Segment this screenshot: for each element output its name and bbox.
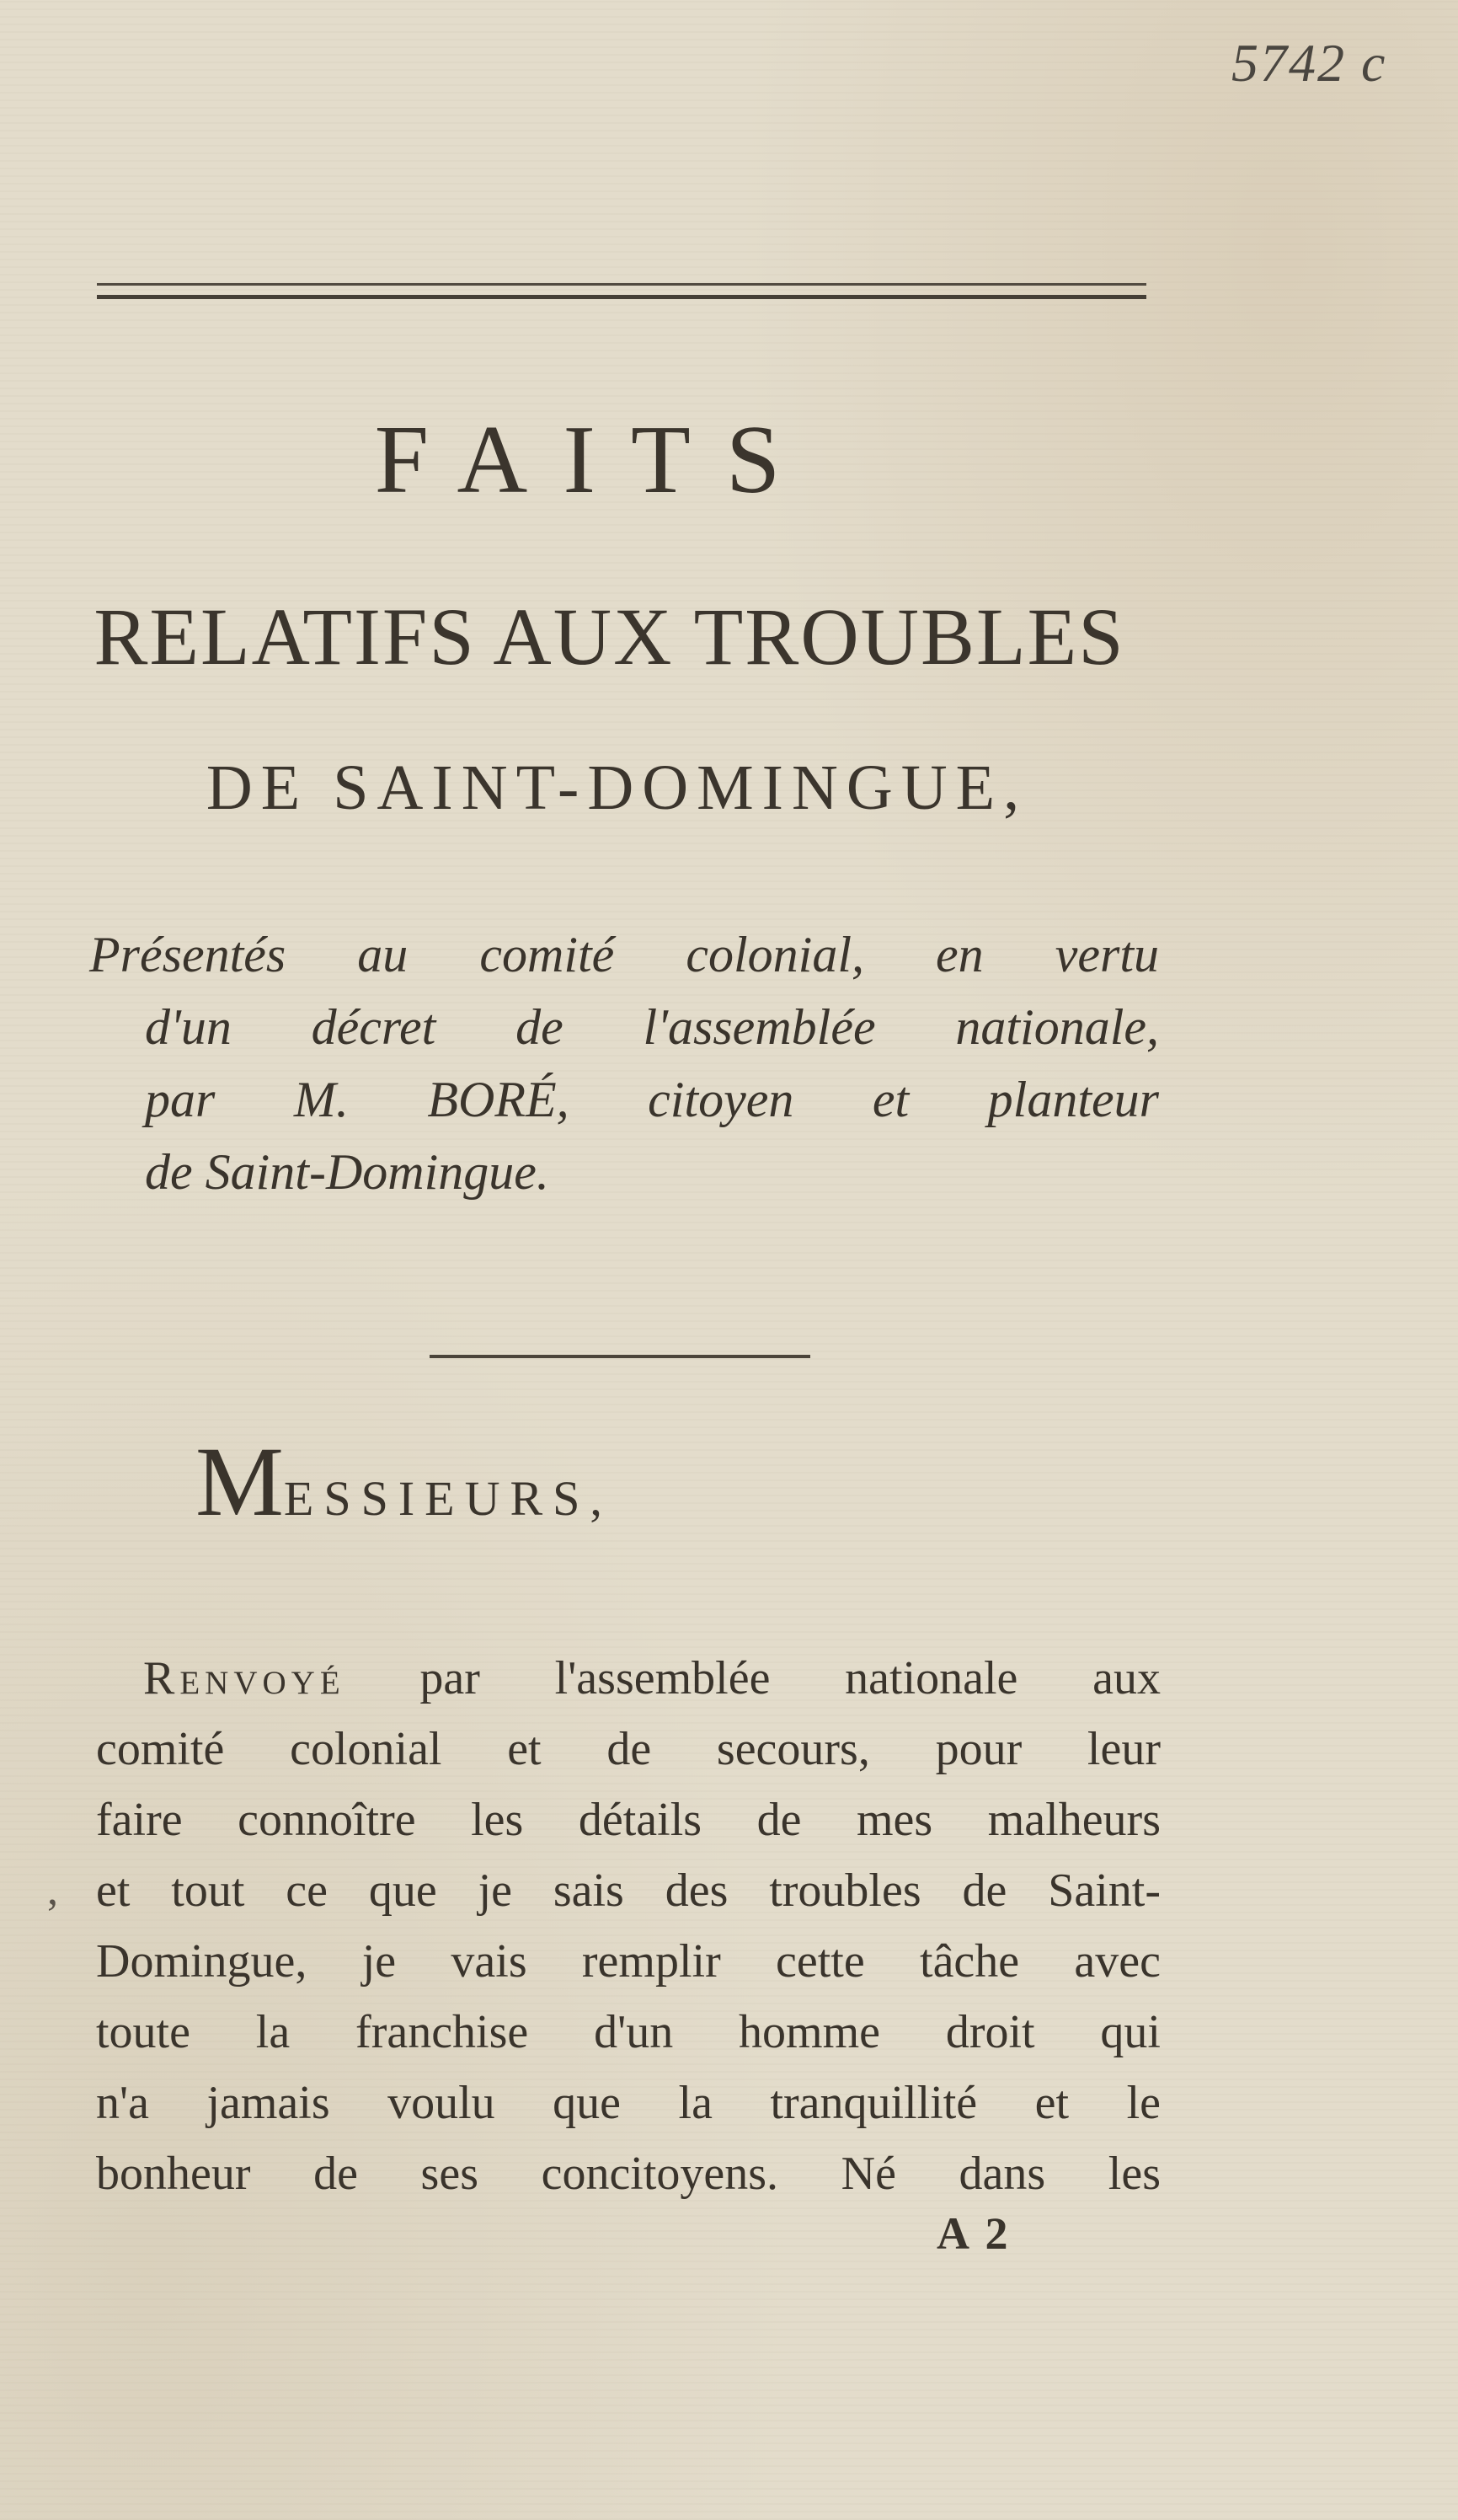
salutation — [195, 1426, 612, 1537]
body-line: Domingue, je vais remplir cette tâche avec — [96, 1935, 1161, 1988]
title-location: DE SAINT-DOMINGUE, — [206, 752, 1028, 823]
shelfmark-annotation: 5742 c — [1231, 33, 1387, 93]
lead-word: Renvoyé — [143, 1652, 345, 1704]
subtitle-line: Présentés au comité colonial, en vertu — [89, 927, 1159, 982]
body-line: toute la franchise d'un homme droit qui — [96, 2006, 1161, 2058]
rule-thick-line — [97, 295, 1146, 299]
body-line: bonheur de ses concitoyens. Né dans les — [96, 2148, 1161, 2200]
body-line — [96, 1643, 1161, 1714]
body-line: comité colonial et de secours, pour leur — [96, 1723, 1161, 1775]
body-line: n'a jamais voulu que la tranquillité et le — [96, 2077, 1161, 2129]
header-double-rule — [97, 283, 1146, 299]
rule-thin-line — [97, 283, 1146, 286]
subtitle-block — [89, 918, 1159, 1208]
body-paragraph — [96, 1643, 1161, 2209]
salutation-rest: ESSIEURS, — [283, 1471, 612, 1526]
margin-mark: , — [47, 1866, 58, 1914]
body-first-line-rest: par l'assemblée nationale aux — [344, 1652, 1161, 1704]
subtitle-line: par M. BORÉ, citoyen et planteur — [145, 1072, 1159, 1127]
body-line: faire connoître les détails de mes malheurs — [96, 1794, 1161, 1846]
salutation-initial: M — [195, 1426, 284, 1537]
body-line: et tout ce que je sais des troubles de Saint- — [96, 1865, 1161, 1917]
signature-mark: A 2 — [937, 2208, 1012, 2259]
subtitle-line: de Saint-Domingue. — [145, 1144, 549, 1200]
section-divider-rule — [430, 1355, 810, 1358]
title-main: FAITS — [374, 406, 816, 514]
title-subheading: RELATIFS AUX TROUBLES — [93, 591, 1125, 682]
subtitle-line: d'un décret de l'assemblée nationale, — [145, 999, 1159, 1055]
